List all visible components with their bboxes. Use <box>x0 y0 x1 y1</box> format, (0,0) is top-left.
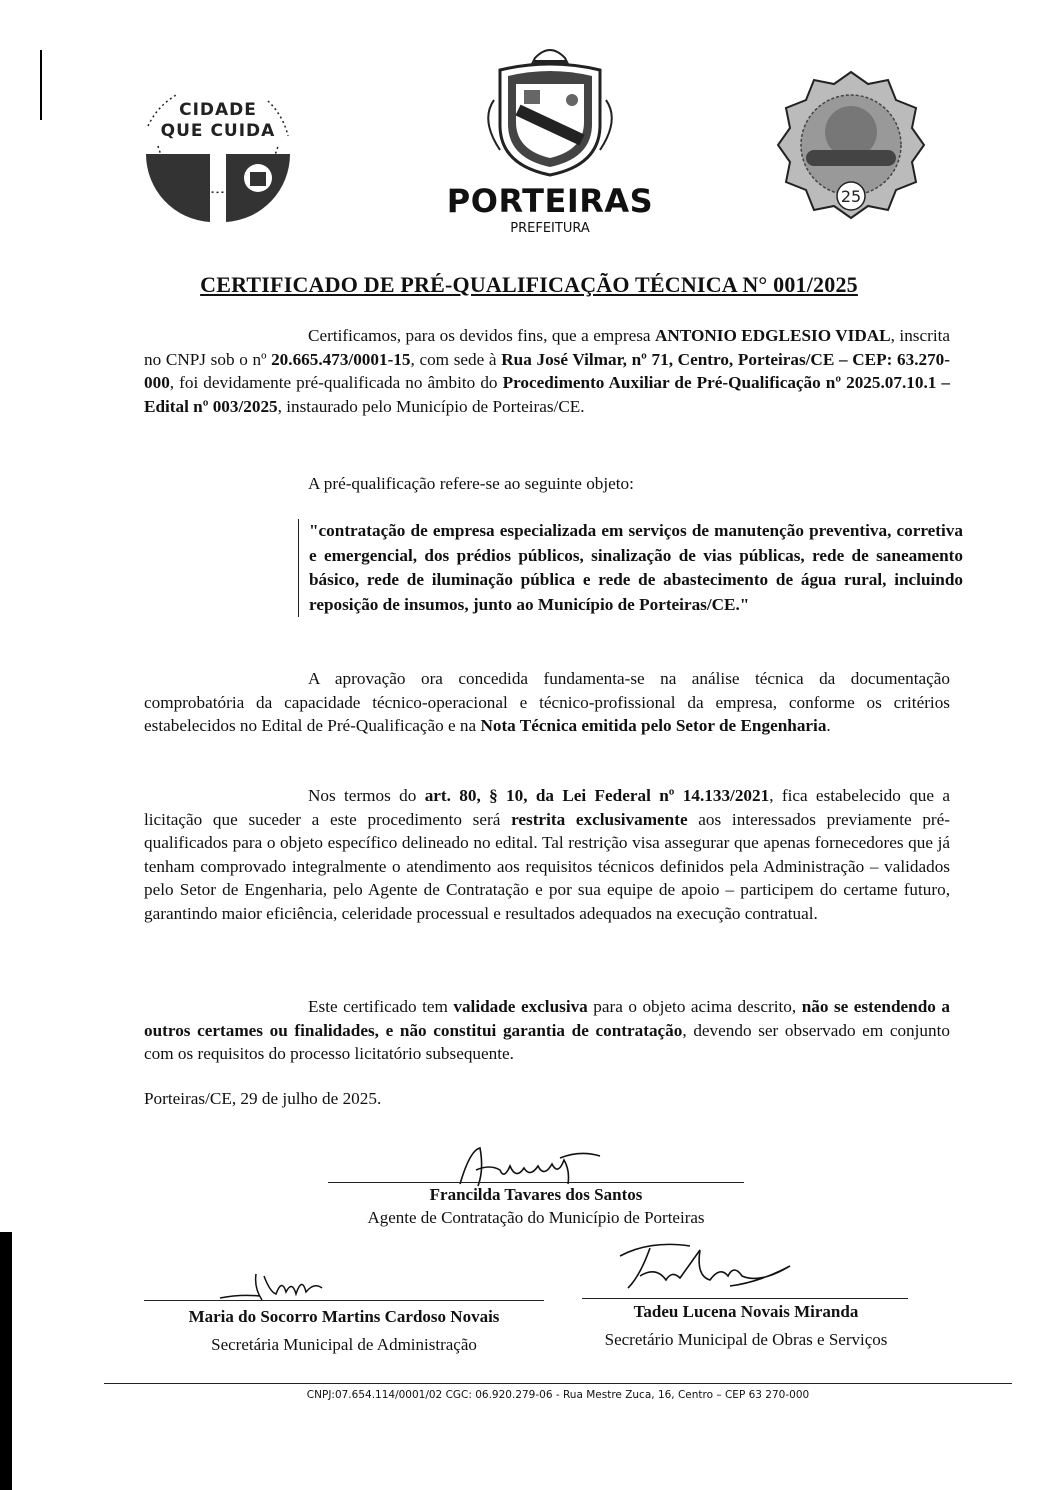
procedure-reference: Procedimento Auxiliar de Pré-Qualificação nº 2025.07.10.1 – Edital nº 003/2025 <box>144 373 950 416</box>
p1-text-3: , com sede à <box>410 349 502 369</box>
signer-role-2: Secretária Municipal de Administração <box>211 1335 477 1354</box>
paragraph-legal-terms <box>144 784 950 925</box>
p4-text-3: aos interessados previamente pré-qualificados para o objeto específico delineado no edital. Tal restrição visa assegurar que apenas fornecedores que já tenham comprovado integralmente o atendimento aos requisitos técnicos definidos pela Administração – validados pelo Setor de Engenharia, pelo Agente de Contratação e por sua equipe de apoio – participem do certame futuro, garantindo maior eficiência, celeridade processual e resultados adequados na execução contratual. <box>144 809 950 923</box>
scan-artifact-left <box>0 1232 12 1490</box>
scan-artifact-top <box>40 50 42 120</box>
signer-role-1: Agente de Contratação do Município de Porteiras <box>367 1208 705 1227</box>
p1-text-1: Certificamos, para os devidos fins, que a empresa <box>308 326 655 345</box>
company-name: ANTONIO EDGLESIO VIDAL <box>655 326 891 345</box>
certificate-title: CERTIFICADO DE PRÉ-QUALIFICAÇÃO TÉCNICA N° 001/2025 <box>200 272 858 297</box>
p1-text-2: , inscrita no CNPJ sob o nº <box>144 326 951 369</box>
porteiras-prefeitura-logo <box>440 40 660 240</box>
logo-left-line1: CIDADE <box>179 100 257 120</box>
no-guarantee-emphasis: não se estendendo a outros certames ou finalidades, e não constitui garantia de contratação <box>144 997 950 1040</box>
p4-text-1: Nos termos do <box>308 786 425 805</box>
company-cnpj: 20.665.473/0001-15 <box>271 349 411 369</box>
p3-text-1: A aprovação ora concedida fundamenta-se na análise técnica da documentação comprobatória da capacidade técnico-operacional e técnico-profissional da empresa, conforme os critérios estabelecidos no Edital de Pré-Qualificação e na <box>144 669 950 735</box>
p5-text-1: Este certificado tem <box>308 997 454 1016</box>
p5-text-3: , devendo ser observado em conjunto com os requisitos do processo licitatório subsequente. <box>144 1020 950 1063</box>
paragraph-validity <box>144 995 950 1066</box>
paragraph-object-intro: A pré-qualificação refere-se ao seguinte objeto: <box>308 474 634 493</box>
footer-info: CNPJ:07.654.114/0001/02 CGC: 06.920.279-06 - Rua Mestre Zuca, 16, Centro – CEP 63 270-000 <box>306 1389 810 1401</box>
object-quote: "contratação de empresa especializada em serviços de manutenção preventiva, corretiva e emergencial, dos prédios públicos, sinalização de vias públicas, rede de saneamento básico, rede de iluminação pública e rede de abastecimento de água rural, incluindo reposição de insumos, junto ao Município de Porteiras/CE." <box>298 519 963 617</box>
company-address: Rua José Vilmar, nº 71, Centro, Porteiras/CE – CEP: 63.270-000 <box>144 349 950 392</box>
brand-subtitle: PREFEITURA <box>510 221 590 236</box>
signer-name-2: Maria do Socorro Martins Cardoso Novais <box>188 1307 500 1326</box>
signature-scribble-2 <box>210 1268 350 1304</box>
paragraph-approval-basis <box>144 667 950 738</box>
paragraph-certification <box>144 324 950 418</box>
signer-role-3: Secretário Municipal de Obras e Serviços <box>604 1330 888 1349</box>
technical-note: Nota Técnica emitida pelo Setor de Engenharia <box>480 716 827 735</box>
p3-text-2: . <box>826 716 831 735</box>
brand-name: PORTEIRAS <box>446 182 654 220</box>
p4-text-2: , fica estabelecido que a licitação que suceder a este procedimento será <box>144 786 950 829</box>
p5-text-2: para o objeto acima descrito, <box>587 997 802 1016</box>
signer-name-1: Francilda Tavares dos Santos <box>429 1185 643 1204</box>
signature-line-2 <box>144 1300 544 1301</box>
date-line: Porteiras/CE, 29 de julho de 2025. <box>144 1089 382 1108</box>
signature-line-1 <box>328 1182 744 1183</box>
p1-text-5: , instaurado pelo Município de Porteiras/CE. <box>277 396 585 416</box>
seal-number: 25 <box>840 187 862 206</box>
anniversary-seal-logo <box>776 70 926 220</box>
signature-scribble-3 <box>610 1236 830 1296</box>
signature-line-3 <box>582 1298 908 1299</box>
restriction-emphasis: restrita exclusivamente <box>511 809 688 829</box>
cidade-que-cuida-logo <box>138 86 298 226</box>
legal-reference: art. 80, § 10, da Lei Federal nº 14.133/2021 <box>424 786 770 805</box>
footer-divider <box>104 1383 1012 1384</box>
validity-emphasis: validade exclusiva <box>453 997 588 1016</box>
signer-name-3: Tadeu Lucena Novais Miranda <box>633 1302 859 1321</box>
p1-text-4: , foi devidamente pré-qualificada no âmbito do <box>169 373 503 392</box>
logo-left-line2: QUE CUIDA <box>160 121 276 141</box>
